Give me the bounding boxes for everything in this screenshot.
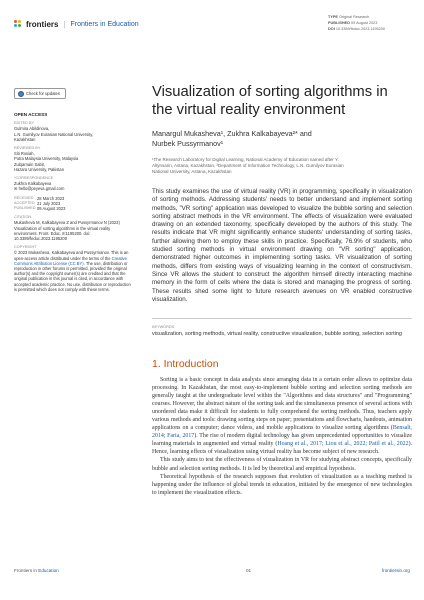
article-sidebar [14, 112, 134, 292]
edited-by-heading: EDITED BY [14, 121, 35, 126]
check-for-updates-button[interactable] [14, 88, 66, 99]
date-accepted: ACCEPTED 21 July 2023 [14, 200, 61, 206]
copyright-text: © 2023 Mukasheva, Kalkabayeva and Pussyrmanov. This is an open-access article distributed under the terms of the Creative Commons Attribution License (CC BY). The use, distribution or reproduction in other forums is permitted, provided the original author(s) and the copyright owner(s) are credited and that the original publication in this journal is cited, in accordance with accepted academic practice. No use, distribution or reproduction is permitted which does not comply with these terms. [14, 250, 131, 292]
keywords-list: visualization, sorting methods, virtual reality, constructive visualization, bubble sorting, selection sorting [152, 331, 402, 338]
correspondence-text[interactable]: Zukhra Kalkabayeva ✉ hello@peyeva.gmail.com [14, 181, 65, 192]
affiliations: ¹The Research Laboratory for Digital Learning, National Academy of Education named after Y. Altynsarin, Astana, Kazakhstan, ²Department of Information Technology, L.N. Gumilyov Eurasian National University, Astana, Kazakhstan [152, 157, 344, 174]
citation-link[interactable]: Bensalt, 2014; Faria, 2017 [152, 425, 412, 440]
brand-name: frontiers [26, 20, 59, 29]
open-access-label: OPEN ACCESS [14, 112, 48, 117]
keywords-heading: KEYWORDS [152, 325, 175, 330]
date-list [14, 196, 134, 212]
section-heading-introduction: 1. Introduction [152, 358, 219, 370]
frontiers-logo-mark-icon [14, 20, 23, 29]
check-for-updates-label: Check for updates [26, 91, 60, 96]
journal-name: Frontiers in Education [70, 21, 139, 28]
frontiers-logo[interactable] [14, 20, 139, 29]
paragraph: Sorting is a basic concept in data analysis since arranging data in a certain order allows to optimize data processing. In Kazakhstan, the most easy-to-implement bubble sorting and selection sorting methods are generally taught at the undergraduate level within the "Algorithms and data structures" and "Programming" courses. However, the abstract nature of the sorting task and the simultaneous presence of several actions with unordered data make it difficult for students to fully comprehend the sorting methods. Thus, teachers apply various methods and tools: drawing sorting steps on paper; presentations and flowcharts, handouts, animation applications on a computer; dance videos, and mobile applications to visualize sorting algorithms (Bensalt, 2014; Faria, 2017). The rise of modern digital technology has given unprecedented opportunities to visualize learning materials in augmented and virtual reality (Hoang et al., 2017; Liou et al., 2022; Patil et al., 2022). Hence, learning effects of visualization using virtual reality has become subject of new research. [152, 377, 413, 456]
correspondence-heading: *CORRESPONDENCE [14, 176, 54, 181]
article-meta [328, 14, 385, 32]
paragraph: Theoretical hypothesis of the research supposes that evolution of visualization as a teaching method is happening under the influence of global trends in education, initiated by the emergence of new technologies to implement the visualization effects. [152, 473, 412, 496]
keywords-divider [152, 318, 412, 319]
article-title: Visualization of sorting algorithms in the virtual reality environment [152, 84, 388, 118]
date-published: PUBLISHED 09 August 2023 [14, 206, 66, 212]
edited-by-text: Gulmira Abildinova, L.N. Gumilyov Eurasian National University, Kazakhstan [14, 126, 94, 142]
citation-text: Mukasheva M, Kalkabayeva Z and Pussyrmanov N (2023) Visualization of sorting algorithms in the virtual reality environment. Front. Educ. 8:1195200. doi: 10.3389/feduc.2023.1195200 [14, 220, 120, 242]
reviewed-by-heading: REVIEWED BY [14, 146, 41, 151]
crossmark-icon [18, 91, 24, 97]
article-main [152, 84, 412, 338]
brand-separator: | [63, 20, 66, 29]
meta-type: TYPE Original Research [328, 15, 370, 19]
copyright-heading: COPYRIGHT [14, 245, 37, 250]
page-header [14, 14, 410, 36]
date-received: RECEIVED 28 March 2023 [14, 195, 65, 201]
abstract: This study examines the use of virtual reality (VR) in programming, specifically in visualization of sorting methods. Addressing students' needs to better understand and implement sorting methods, "VR sorting" application was developed to visualize the bubble sorting and selection sorting abstract methods in the VR environment. The effects of visualization were evaluated drawing on an extended taxonomy, specifically developed by the authors of this study. The results indicate that VR might significantly enhance students' understanding of sorting tasks, further allowing them to employ these skills in practice. Specifically, 76.9% of students, who studied sorting methods in virtual environment drawing on "VR sorting" application, demonstrated higher outcomes in implementing sorting tasks. VR visualization of sorting methods, differs from existing ways of visualizing learning in the context of constructivism. Since VR allows the student to construct the algorithm himself directly interacting machine memory in the form of cells where the data is stored and managing the progress of sorting. These results shed some light to future research avenues on VR enabled constructive visualization. [152, 188, 412, 303]
introduction-body [152, 376, 412, 497]
meta-doi: DOI 10.3389/feduc.2023.1195200 [328, 27, 385, 31]
reviewed-by-text: Siti Rosiah, Putra Malaysia University, Malaysia Zulqarnain Sabir, Hazara University, Pakistan [14, 151, 79, 172]
footer-site-link[interactable]: frontiersin.org [381, 568, 410, 573]
cc-license-link[interactable]: Creative Commons Attribution License (CC BY). [14, 255, 127, 266]
author-list[interactable]: Manargul Mukasheva¹, Zukhra Kalkabayeva²* and Nurbek Pussyrmanov¹ [152, 129, 312, 148]
citation-link[interactable]: Hoang et al., 2017; Liou et al., 2022; Patil et al., 2022 [277, 441, 409, 448]
meta-published: PUBLISHED 09 August 2023 [328, 21, 378, 25]
paragraph: This study aims to test the effectiveness of visualization in VR for studying abstract concepts, specifically bubble and selection sorting methods. It is led by theoretical and empirical hypothesis. [152, 457, 412, 472]
page-number: 01 [246, 568, 252, 573]
citation-heading: CITATION [14, 215, 32, 220]
footer-journal: Frontiers in Education [14, 568, 59, 573]
